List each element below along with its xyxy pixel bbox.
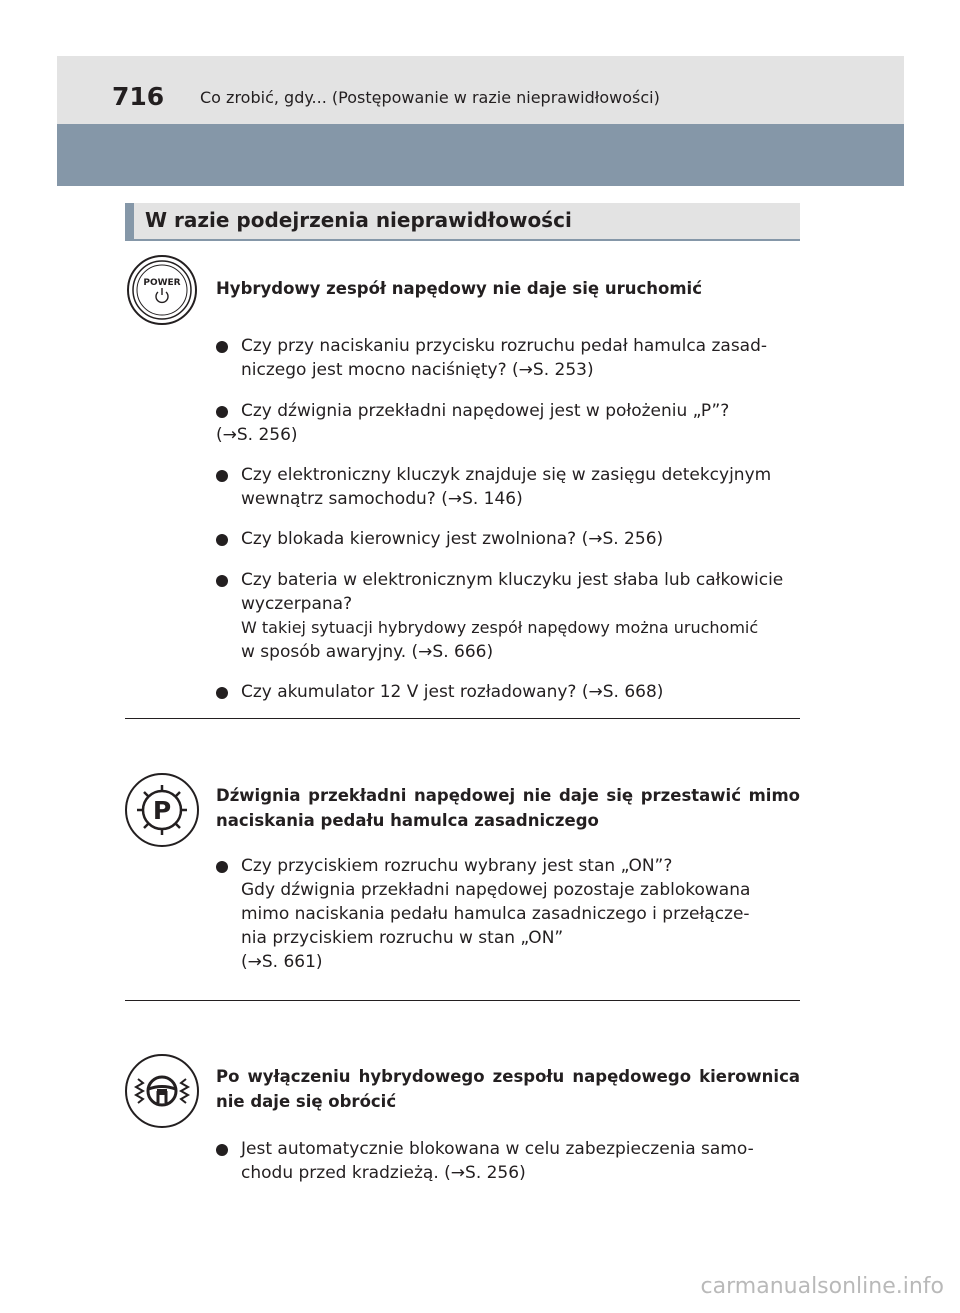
list-item: Jest automatycznie blokowana w celu zabezpieczenia samo- chodu przed kradzieżą. (→S. 256) (216, 1137, 800, 1185)
svg-text:P: P (152, 796, 172, 825)
shift-lock-p-gear-icon (124, 772, 200, 848)
list-item: Czy przy naciskaniu przycisku rozruchu pedał hamulca zasad- niczego jest mocno naciśnięty? (→S. 253) (216, 334, 800, 382)
steering-lock-icon (124, 1053, 200, 1129)
running-title: Co zrobić, gdy... (Postępowanie w razie nieprawidłowości) (200, 88, 660, 107)
list-item: Czy bateria w elektronicznym kluczyku jest słaba lub całkowicie wyczerpana? W takiej sytuacji hybrydowy zespół napędowy można uruchomić w sposób awaryjny. (→S. 666) (216, 568, 800, 664)
entry-title-1: Hybrydowy zespół napędowy nie daje się uruchomić (216, 279, 702, 298)
list-item-continuation: (→S. 256) (216, 425, 298, 445)
list-item: Czy blokada kierownicy jest zwolniona? (→S. 256) (216, 527, 800, 551)
divider (125, 718, 800, 719)
section-title: W razie podejrzenia nieprawidłowości (145, 208, 572, 232)
power-button-icon (126, 254, 198, 326)
svg-text:POWER: POWER (143, 278, 181, 288)
list-item: Czy dźwignia przekładni napędowej jest w położeniu „P”? (216, 399, 800, 423)
watermark: carmanualsonline.info (700, 1274, 944, 1299)
list-item: Czy akumulator 12 V jest rozładowany? (→S. 668) (216, 680, 800, 704)
divider (125, 1000, 800, 1001)
list-item: Czy przyciskiem rozruchu wybrany jest stan „ON”? Gdy dźwignia przekładni napędowej pozostaje zablokowana mimo naciskania pedału hamulca zasadniczego i przełącze- nia przyciskiem rozruchu w stan „ON” (→S. 661) (216, 854, 800, 974)
page-number: 716 (112, 82, 165, 111)
entry-title-2: Dźwignia przekładni napędowej nie daje się przestawić mimo naciskania pedału hamulca zasadniczego (216, 786, 800, 830)
list-item: Czy elektroniczny kluczyk znajduje się w zasięgu detekcyjnym wewnątrz samochodu? (→S. 146) (216, 463, 800, 511)
chapter-band (57, 124, 904, 186)
entry-title-3: Po wyłączeniu hybrydowego zespołu napędowego kierownica nie daje się obrócić (216, 1067, 800, 1111)
